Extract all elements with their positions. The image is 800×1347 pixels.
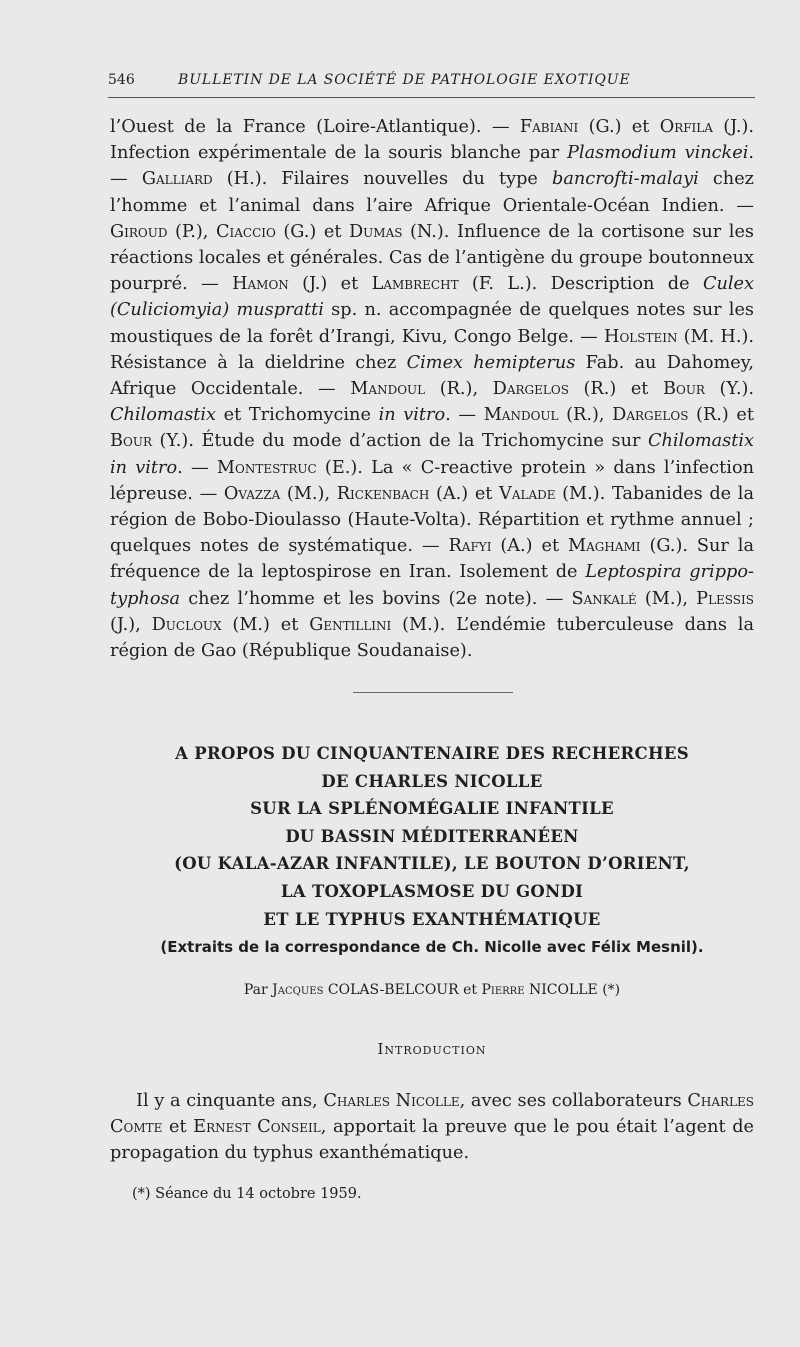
running-title: BULLETIN DE LA SOCIÉTÉ DE PATHOLOGIE EXOTIQUE [178, 72, 631, 88]
text-segment: Montestruc [216, 457, 317, 478]
text-segment: , apportait la preuve que le pou était l’agent de propagation du typhus exanthématique. [110, 1117, 754, 1164]
text-segment: Il y a cinquante ans, [136, 1091, 324, 1111]
title-line: DU BASSIN MÉDITERRANÉEN [285, 826, 579, 846]
text-segment: (M.), [280, 483, 337, 504]
text-segment: et [162, 1117, 194, 1138]
text-segment: Dargelos [492, 379, 569, 400]
text-segment: Culex (Culiciomyia) muspratti [110, 274, 754, 321]
section-heading: Introduction [377, 1040, 487, 1058]
text-segment: (P.), [167, 221, 216, 242]
text-segment: (R.) et [568, 379, 663, 400]
title-line: DE CHARLES NICOLLE [321, 771, 543, 791]
text-segment: chez l’homme et l’animal dans l’aire Afrique Orientale-Océan Indien. — [110, 169, 754, 216]
text-segment: et Trichomycine [216, 405, 379, 426]
text-segment: in vitro [378, 405, 446, 426]
footnote: (*) Séance du 14 octobre 1959. [132, 1186, 362, 1202]
text-segment: Charles Nicolle [323, 1091, 460, 1111]
author-line [100, 982, 764, 998]
text-segment: , avec ses collaborateurs [459, 1091, 688, 1111]
text-segment: (M.). L’endémie tuberculeuse dans la région de Gao (République Soudanaise). [110, 614, 755, 662]
text-segment: (J.). Infection expérimentale de la souris blanche par [110, 117, 755, 164]
text-segment: (M.) et [221, 614, 310, 635]
authors-by: Par [243, 982, 268, 998]
text-segment: (H.). Filaires nouvelles du type [212, 169, 553, 190]
article-subtitle: (Extraits de la correspondance de Ch. Nicolle avec Félix Mesnil). [160, 938, 704, 956]
text-segment: (A.) et [429, 483, 500, 504]
article-title [100, 740, 764, 933]
text-segment: Fab. au Dahomey, Afrique Occidentale. — [110, 352, 754, 400]
author-second-surname: NICOLLE [528, 982, 598, 998]
text-segment: Chilomastix [110, 405, 217, 426]
text-segment: Dumas [349, 221, 403, 242]
section-separator [353, 692, 513, 693]
text-segment: Valade [499, 483, 556, 504]
author-first-name: Jacques [272, 982, 324, 998]
text-segment: sp. n. accompagnée de quelques notes sur les moustiques de la forêt d’Irangi, Kivu, Congo Belge. — [110, 300, 755, 347]
text-segment: (Y.). Étude du mode d’action de la Trichomycine sur [151, 431, 648, 452]
text-segment: . — [177, 457, 217, 478]
text-segment: Giroud [110, 221, 168, 242]
text-segment: (M.), [636, 588, 697, 609]
text-segment: Chilomastix in vitro [110, 431, 754, 478]
title-line: LA TOXOPLASMOSE DU GONDI [280, 881, 584, 901]
text-segment: bancrofti-malayi [552, 169, 699, 190]
text-segment: Bour [662, 379, 705, 400]
text-segment: (M.). Tabanides de la région de Bobo-Dioulasso (Haute-Volta). Répartition et rythme annuel ; quelques notes de systématique. — [110, 483, 754, 557]
text-segment: (M. H.). Résistance à la dieldrine chez [110, 326, 754, 373]
text-segment: Plasmodium vinckei [567, 143, 749, 164]
footnote-mark: (*) [602, 982, 621, 998]
text-segment: chez l’homme et les bovins (2e note). — [180, 588, 572, 609]
text-segment: Rafyi [448, 536, 492, 557]
text-segment: . — [110, 143, 755, 190]
title-line: A PROPOS DU CINQUANTENAIRE DES RECHERCHES [175, 744, 689, 763]
text-segment: Galliard [141, 169, 213, 190]
bibliography-paragraph [110, 114, 754, 664]
text-segment: Ducloux [151, 614, 222, 635]
author-first-surname: COLAS-BELCOUR [327, 982, 459, 998]
text-segment: Mandoul [483, 405, 559, 426]
text-segment: (G.) et [275, 221, 349, 242]
text-segment: Charles Comte [110, 1091, 755, 1138]
text-segment: Ciaccio [215, 221, 276, 242]
text-segment: (R.), [425, 379, 493, 400]
text-segment: (G.). Sur la fréquence de la leptospirose en Iran. Isolement de [110, 536, 754, 583]
text-segment: Lambrecht [371, 274, 459, 295]
text-segment: Mandoul [350, 379, 426, 400]
text-segment: Fabiani [519, 117, 579, 137]
text-segment: Rickenbach [336, 483, 430, 504]
text-segment: (R.), [558, 405, 613, 426]
text-segment: Ernest Conseil [193, 1117, 321, 1138]
author-second-name: Pierre [481, 982, 525, 998]
authors-and: et [463, 982, 478, 998]
text-segment: Plessis [696, 588, 754, 609]
text-segment: Cimex hemipterus [406, 352, 576, 373]
text-segment: Orfila [659, 117, 713, 137]
text-segment: (N.). Influence de la cortisone sur les réactions locales et générales. Cas de l’antigène du groupe boutonneux pourpré. — [110, 221, 754, 295]
text-segment: (F. L.). Description de [458, 274, 703, 295]
title-line: ET LE TYPHUS EXANTHÉMATIQUE [263, 909, 601, 929]
text-segment: (J.) et [288, 274, 372, 295]
title-line: SUR LA SPLÉNOMÉGALIE INFANTILE [250, 799, 614, 819]
text-segment: Maghami [568, 536, 641, 557]
text-segment: Gentillini [309, 614, 392, 635]
page-number: 546 [108, 72, 135, 88]
title-line: (OU KALA-AZAR INFANTILE), LE BOUTON D’ORIENT, [174, 854, 690, 874]
text-segment: l’Ouest de la France (Loire-Atlantique). — [110, 117, 520, 137]
text-segment: Bour [110, 431, 152, 452]
text-segment: (Y.). [704, 379, 754, 400]
text-segment: Dargelos [612, 405, 689, 426]
text-segment: Hamon [232, 274, 289, 295]
text-segment: (G.) et [578, 117, 660, 137]
text-segment: (J.), [110, 614, 152, 635]
text-segment: Sankalé [571, 588, 637, 609]
text-segment: (E.). La « C-reactive protein » dans l’infection lépreuse. — [110, 457, 754, 504]
text-segment: Ovazza [223, 483, 281, 504]
text-segment: Holstein [604, 326, 678, 347]
header-rule [108, 97, 755, 98]
text-segment: (A.) et [491, 536, 568, 557]
text-segment: (R.) et [688, 405, 755, 426]
text-segment: Leptospira grippo-typhosa [110, 562, 754, 609]
text-segment: . — [445, 405, 484, 426]
intro-paragraph [110, 1088, 754, 1167]
